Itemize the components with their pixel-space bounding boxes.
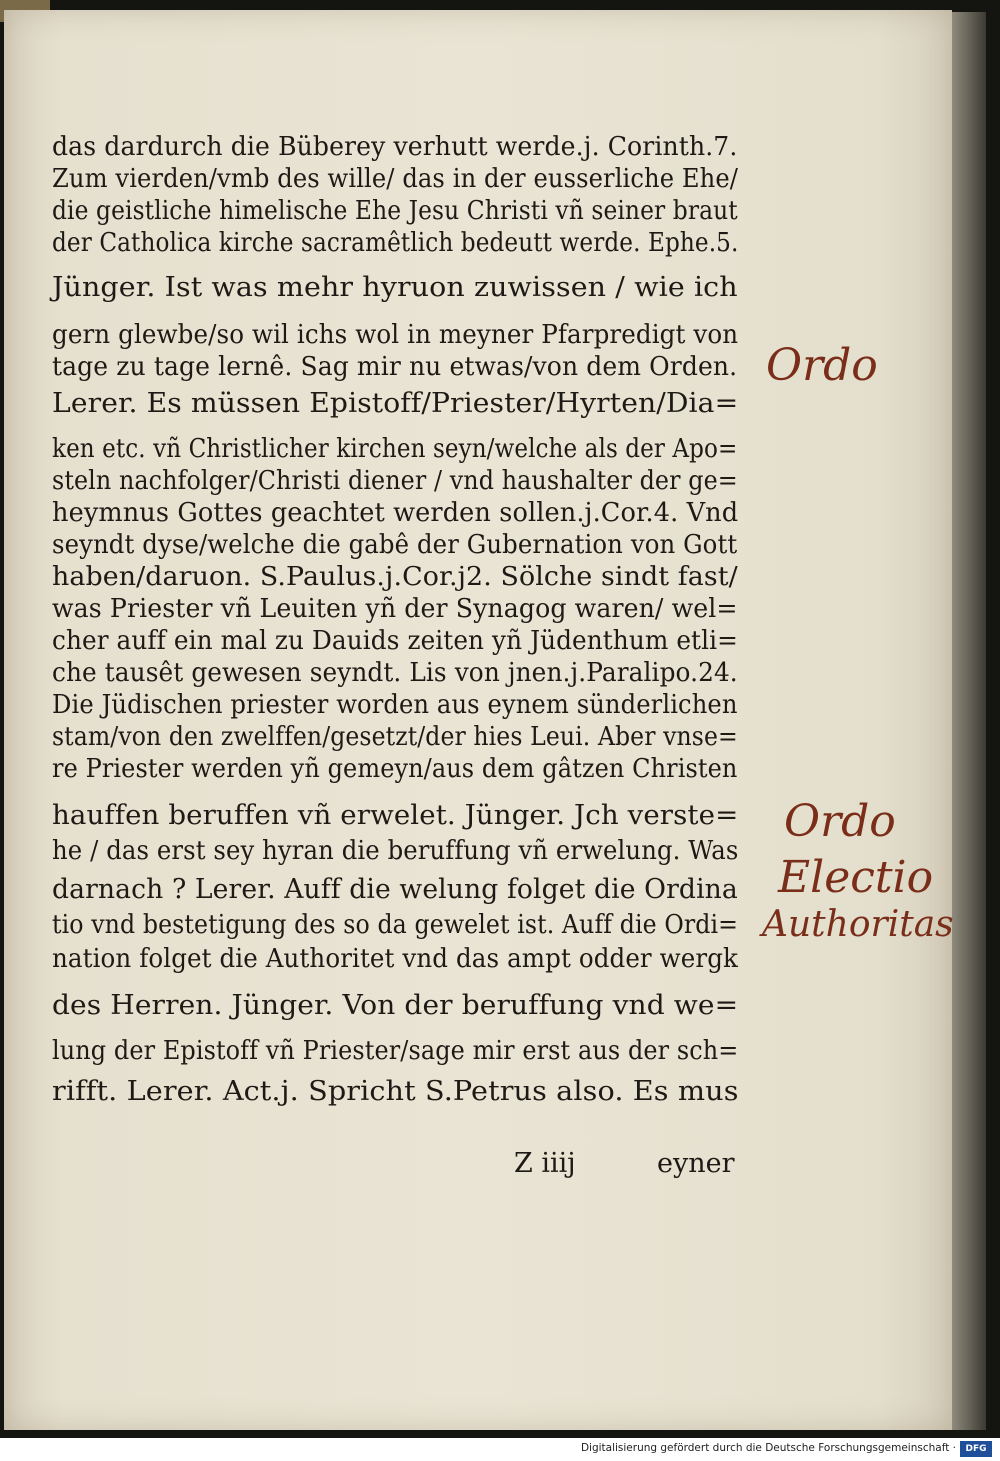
signature-mark: Z iiij (514, 1148, 576, 1179)
text-line: Lerer. Es müssen Epistoff/Priester/Hyrten/Dia= (52, 388, 739, 419)
text-line: Zum vierden/vmb des wille/ das in der eusserliche Ehe/ (52, 164, 739, 194)
marginal-note-electio: Electio (778, 852, 934, 903)
text-line: gern glewbe/so wil ichs wol in meyner Pfarpredigt von (52, 320, 739, 350)
text-line: Die Jüdischen priester worden aus eynem sünderlichen (52, 690, 738, 720)
text-line: nation folget die Authoritet vnd das ampt odder wergk (52, 944, 738, 974)
dfg-logo: DFG (960, 1441, 992, 1457)
page-edge (952, 12, 986, 1430)
text-line: cher auff ein mal zu Dauids zeiten yñ Jüdenthum etli= (52, 626, 738, 656)
text-line: tage zu tage lernê. Sag mir nu etwas/von dem Orden. (52, 352, 738, 382)
text-line: ken etc. vñ Christlicher kirchen seyn/welche als der Apo= (52, 434, 738, 464)
text-line: he / das erst sey hyran die beruffung vñ erwelung. Was (52, 836, 739, 866)
marginal-note-ordo-2: Ordo (784, 796, 896, 847)
catchword: eyner (657, 1148, 735, 1179)
text-line: des Herren. Jünger. Von der beruffung vnd we= (52, 990, 739, 1021)
text-line: rifft. Lerer. Act.j. Spricht S.Petrus also. Es mus (52, 1076, 739, 1107)
text-line: der Catholica kirche sacramêtlich bedeutt werde. Ephe.5. (52, 228, 739, 258)
text-line: che tausêt gewesen seyndt. Lis von jnen.j.Paralipo.24. (52, 658, 738, 688)
text-line: was Priester vñ Leuiten yñ der Synagog waren/ wel= (52, 594, 738, 624)
text-line: lung der Epistoff vñ Priester/sage mir erst aus der sch= (52, 1036, 739, 1066)
credit-text: Digitalisierung gefördert durch die Deutsche Forschungsgemeinschaft · (580, 1442, 956, 1454)
text-line: das dardurch die Büberey verhutt werde.j. Corinth.7. (52, 132, 738, 162)
text-line: Jünger. Ist was mehr hyruon zuwissen / wie ich (52, 272, 738, 303)
text-line: tio vnd bestetigung des so da gewelet ist. Auff die Ordi= (52, 910, 739, 940)
text-line: seyndt dyse/welche die gabê der Gubernation von Gott (52, 530, 738, 560)
text-line: hauffen beruffen vñ erwelet. Jünger. Jch verste= (52, 800, 739, 831)
text-line: steln nachfolger/Christi diener / vnd haushalter der ge= (52, 466, 738, 496)
credit-bar (0, 1438, 1000, 1461)
text-line: re Priester werden yñ gemeyn/aus dem gâtzen Christen (52, 754, 738, 784)
text-line: stam/von den zwelffen/gesetzt/der hies Leui. Aber vnse= (52, 722, 738, 752)
text-line: die geistliche himelische Ehe Jesu Christi vñ seiner braut (52, 196, 738, 226)
marginal-note-ordo: Ordo (766, 340, 878, 391)
text-line: darnach ? Lerer. Auff die welung folget die Ordina (52, 874, 738, 905)
text-line: heymnus Gottes geachtet werden sollen.j.Cor.4. Vnd (52, 498, 739, 528)
text-line: haben/daruon. S.Paulus.j.Cor.j2. Sölche sindt fast/ (52, 562, 738, 592)
marginal-note-authoritas: Authoritas (762, 904, 954, 945)
